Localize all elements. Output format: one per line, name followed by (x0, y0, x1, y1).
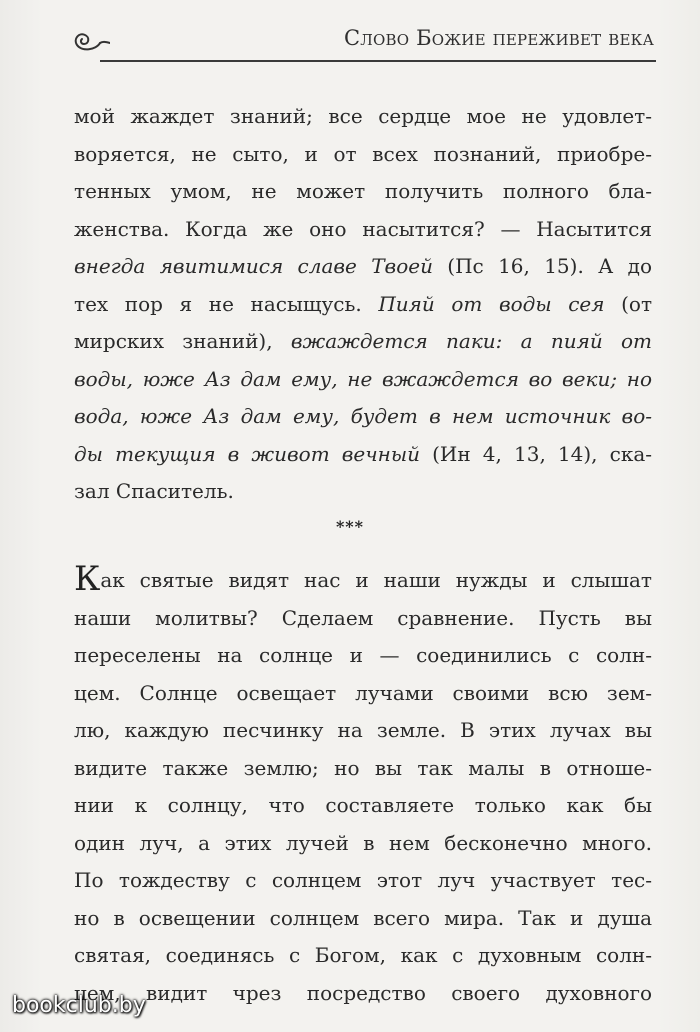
text-line (74, 825, 652, 863)
text-run: нии к солнцу, что составляете только как бы (74, 793, 652, 817)
text-line (74, 900, 652, 938)
italic-quote-run: ды текущия в живот вечный (74, 441, 421, 466)
text-line (74, 712, 652, 750)
text-run: тех пор я не насыщусь. (74, 291, 379, 316)
text-line (74, 562, 652, 600)
text-run: но в освещении солнцем всего мира. Так и душа (74, 905, 652, 930)
text-line (74, 675, 652, 713)
text-run: (Ин 4, 13, 14), ска- (420, 441, 652, 466)
text-run: (Пс 16, 15). А до (432, 254, 652, 278)
text-run: один луч, а этих лучей в нем бесконечно много. (74, 830, 652, 855)
text-line (74, 248, 652, 286)
text-run: воряется, не сыто, и от всех познаний, приобре- (74, 141, 652, 166)
text-line (74, 286, 652, 324)
text-line (74, 473, 652, 511)
text-run: цем. Солнце освещает лучами своими всю зем- (74, 680, 652, 705)
text-run: тенных умом, не может получить полного бла- (74, 179, 652, 203)
text-line (74, 637, 652, 675)
italic-quote-run: Пияй от воды сея (378, 291, 605, 316)
italic-quote-run: внегда явитимися славе Твоей (74, 254, 433, 278)
text-line (74, 862, 652, 900)
text-line (74, 750, 652, 788)
text-run: цем, видит чрез посредство своего духовного (74, 980, 652, 1005)
text-run: ак святые видят нас и наши нужды и слышат (100, 568, 652, 592)
lower-paragraph (74, 562, 652, 1012)
text-run: святая, соединясь с Богом, как с духовным солн- (74, 943, 652, 967)
text-run: видите также землю; но вы так малы в отноше- (74, 755, 652, 780)
text-line (74, 211, 652, 249)
text-line (74, 98, 652, 136)
italic-quote-run: вода, юже Аз дам ему, будет в нем источник во- (74, 404, 652, 428)
page-header (70, 22, 656, 62)
text-run: мой жаждет знаний; все сердце мое не удовлет- (74, 104, 652, 128)
text-line (74, 361, 652, 399)
section-separator: *** (335, 517, 365, 536)
text-line (74, 937, 652, 975)
text-run: По тождеству с солнцем этот луч участвует тес- (74, 868, 652, 892)
running-title: Слово Божие переживет века (344, 26, 654, 50)
text-line (74, 173, 652, 211)
upper-paragraph (74, 98, 652, 511)
text-line (74, 323, 652, 361)
text-run: женства. Когда же оно насытится? — Насытится (74, 216, 652, 241)
text-run: зал Спаситель. (74, 479, 234, 503)
swirl-ornament-icon (70, 26, 110, 56)
italic-quote-run: вжаждется паки: а пияй от (290, 329, 652, 353)
drop-cap-letter: К (74, 562, 101, 599)
watermark-text: bookclub.by (12, 993, 146, 1018)
text-line (74, 600, 652, 638)
text-line (74, 136, 652, 174)
text-run: (от (604, 291, 652, 316)
text-line (74, 436, 652, 474)
text-run: наши молитвы? Сделаем сравнение. Пусть вы (74, 605, 652, 630)
text-line (74, 398, 652, 436)
header-rule (100, 60, 656, 62)
text-run: лю, каждую песчинку на земле. В этих лучах вы (74, 718, 652, 742)
text-run: мирских знаний), (74, 329, 291, 353)
text-line (74, 787, 652, 825)
italic-quote-run: воды, юже Аз дам ему, не вжаждется во веки; но (74, 366, 652, 391)
text-run: переселены на солнце и — соединились с солн- (74, 643, 652, 667)
text-line (74, 975, 652, 1013)
